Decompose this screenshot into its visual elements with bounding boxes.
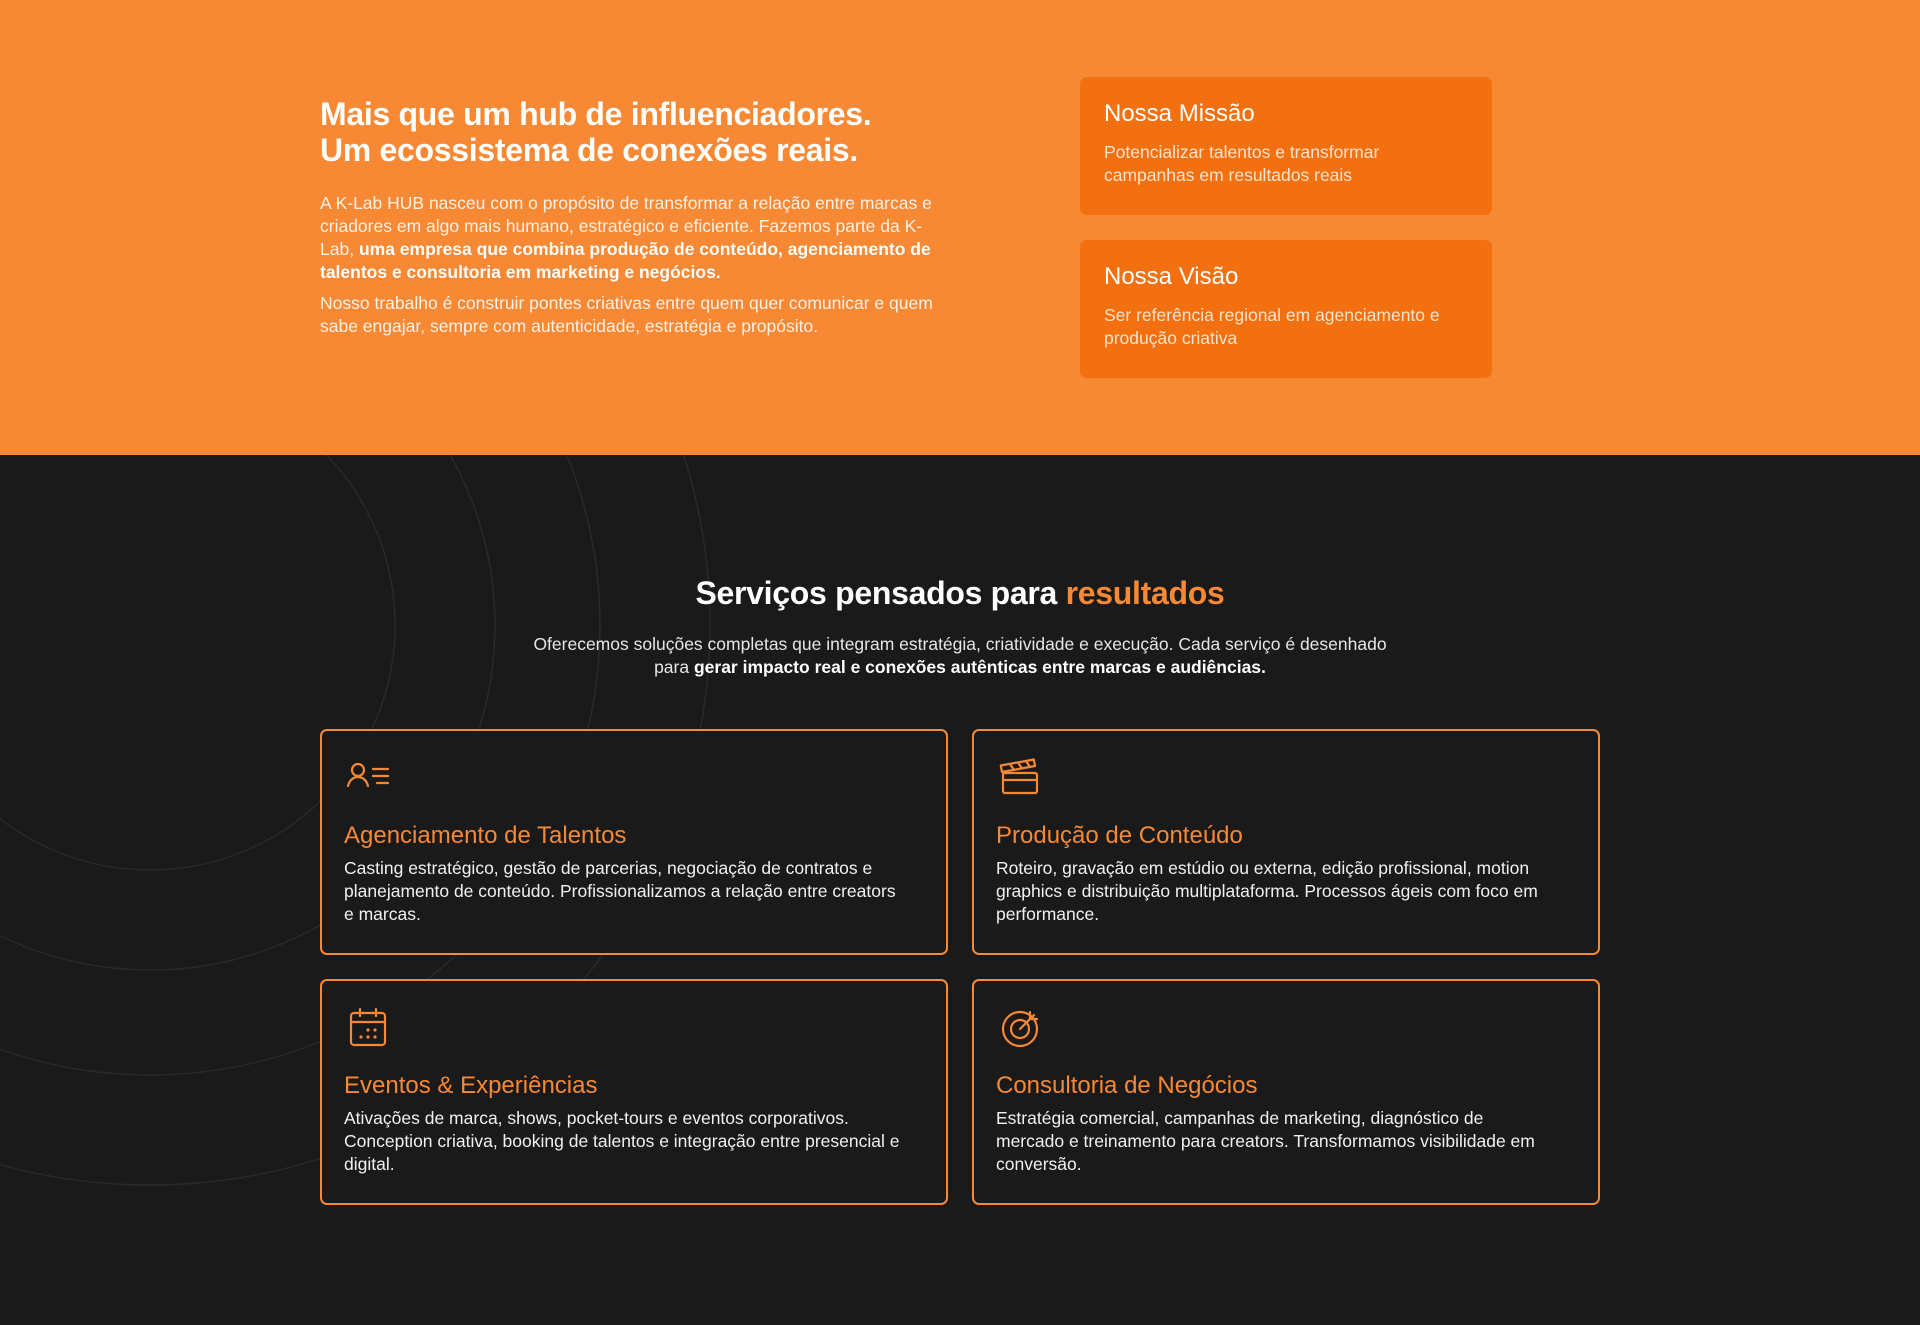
about-section	[0, 0, 1920, 455]
vision-card	[1080, 240, 1492, 378]
about-paragraph-1-bold: uma empresa que combina produção de conteúdo, agenciamento de talentos e consultoria em marketing e negócios.	[320, 239, 931, 282]
about-heading	[320, 96, 950, 168]
mission-title: Nossa Missão	[1104, 100, 1255, 127]
service-description: Ativações de marca, shows, pocket-tours e eventos corporativos. Conception criativa, booking de talentos e integração entre presencial e digital.	[344, 1108, 900, 1174]
calendar-icon	[344, 1003, 394, 1053]
about-paragraph-2: Nosso trabalho é construir pontes criativas entre quem quer comunicar e quem sabe engajar, sempre com autenticidade, estratégia e propósito.	[320, 293, 933, 336]
about-paragraph-1-text: A K-Lab HUB nasceu com o propósito de transformar a relação entre marcas e criadores em algo mais humano, estratégico e eficiente. Fazemos parte da K-Lab,	[320, 193, 932, 259]
service-title: Eventos & Experiências	[344, 1072, 598, 1099]
services-subtitle	[530, 633, 1390, 679]
about-intro	[320, 96, 950, 338]
clapperboard-icon	[996, 753, 1046, 803]
services-title	[0, 573, 1920, 613]
services-header	[0, 573, 1920, 679]
service-title: Agenciamento de Talentos	[344, 822, 627, 849]
service-card-events	[320, 979, 948, 1205]
about-heading-line-1: Mais que um hub de influenciadores.	[320, 96, 872, 132]
service-card-talent	[320, 729, 948, 955]
services-title-accent: resultados	[1065, 575, 1225, 611]
about-heading-line-2: Um ecossistema de conexões reais.	[320, 132, 858, 168]
service-description: Casting estratégico, gestão de parcerias, negociação de contratos e planejamento de conteúdo. Profissionalizamos a relação entre creators e marcas.	[344, 858, 896, 924]
service-title: Produção de Conteúdo	[996, 822, 1243, 849]
services-grid	[320, 729, 1600, 1205]
user-list-icon	[344, 753, 394, 803]
services-title-text: Serviços pensados para	[695, 575, 1066, 611]
target-icon	[996, 1003, 1046, 1053]
mission-card	[1080, 77, 1492, 215]
service-card-consulting	[972, 979, 1600, 1205]
mission-text: Potencializar talentos e transformar campanhas em resultados reais	[1104, 142, 1380, 185]
service-description: Roteiro, gravação em estúdio ou externa, edição profissional, motion graphics e distribuição multiplataforma. Processos ágeis com foco em performance.	[996, 858, 1538, 924]
services-subtitle-text: Oferecemos soluções completas que integram estratégia, criatividade e execução. Cada serviço é desenhado para	[533, 634, 1387, 677]
vision-title: Nossa Visão	[1104, 263, 1239, 290]
mission-vision-cards	[1080, 77, 1492, 378]
service-description: Estratégia comercial, campanhas de marketing, diagnóstico de mercado e treinamento para creators. Transformamos visibilidade em conversão.	[996, 1108, 1535, 1174]
services-subtitle-bold: gerar impacto real e conexões autênticas entre marcas e audiências.	[693, 657, 1266, 677]
about-paragraph-1	[320, 192, 950, 284]
services-section	[0, 455, 1920, 1325]
vision-text: Ser referência regional em agenciamento e produção criativa	[1104, 305, 1440, 348]
service-card-content	[972, 729, 1600, 955]
service-title: Consultoria de Negócios	[996, 1072, 1258, 1099]
